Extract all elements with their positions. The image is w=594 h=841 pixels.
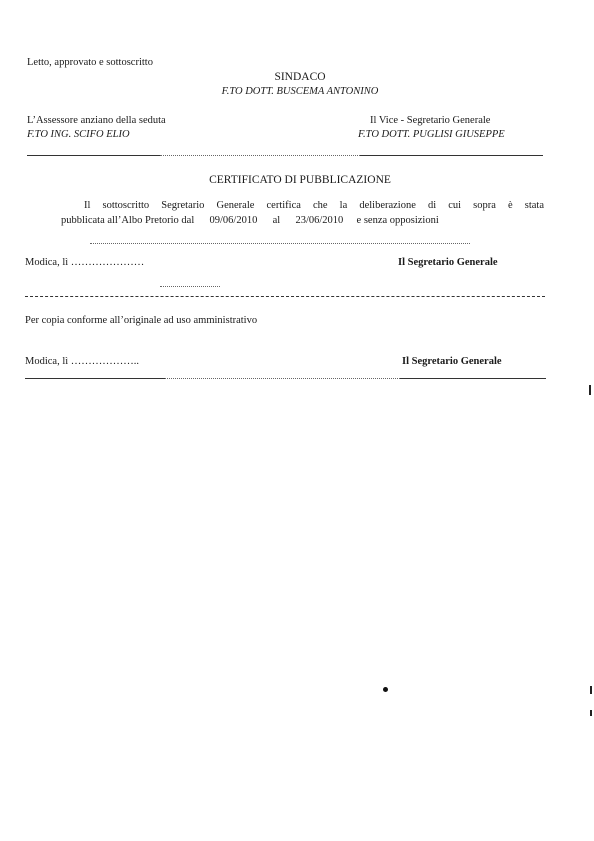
copy-divider-middle xyxy=(165,378,400,379)
right-divider xyxy=(360,155,543,156)
certificate-place-date: Modica, lì ………………… xyxy=(25,257,145,268)
certificate-faint-mark xyxy=(160,286,220,287)
certificate-faint-rule xyxy=(90,243,470,244)
publication-date-to: 23/06/2010 xyxy=(295,215,344,226)
certificate-signer: Il Segretario Generale xyxy=(398,257,498,268)
vice-secretary-name: F.TO DOTT. PUGLISI GIUSEPPE xyxy=(358,129,505,140)
approval-intro: Letto, approvato e sottoscritto xyxy=(27,57,153,68)
middle-divider xyxy=(160,155,360,156)
vice-secretary-title: Il Vice - Segretario Generale xyxy=(370,115,491,126)
assessor-title: L’Assessore anziano della seduta xyxy=(27,115,166,126)
left-divider xyxy=(27,155,160,156)
copy-statement: Per copia conforme all’originale ad uso amministrativo xyxy=(25,315,258,326)
scan-speck-edge-2 xyxy=(590,686,592,694)
mayor-title: SINDACO xyxy=(274,71,326,83)
copy-signer: Il Segretario Generale xyxy=(402,356,502,367)
copy-divider-left xyxy=(25,378,165,379)
scan-speck-dot xyxy=(383,687,388,692)
publication-suffix: e senza opposizioni xyxy=(356,215,439,226)
publication-date-from: 09/06/2010 xyxy=(209,215,258,226)
scan-speck-edge-3 xyxy=(590,710,592,716)
publication-al: al xyxy=(272,215,281,226)
assessor-name: F.TO ING. SCIFO ELIO xyxy=(27,129,130,140)
publication-prefix: pubblicata all’Albo Pretorio dal xyxy=(61,215,195,226)
certificate-bottom-divider xyxy=(25,296,545,297)
copy-place-date: Modica, lì ……………….. xyxy=(25,356,140,367)
mayor-name: F.TO DOTT. BUSCEMA ANTONINO xyxy=(221,86,379,97)
certificate-line-2 xyxy=(61,215,439,226)
scan-speck-edge-1 xyxy=(589,385,591,395)
copy-divider-right xyxy=(400,378,546,379)
certificate-title: CERTIFICATO DI PUBBLICAZIONE xyxy=(209,174,391,186)
certificate-line-1: Il sottoscritto Segretario Generale certifica che la deliberazione di cui sopra è stata xyxy=(84,200,544,211)
